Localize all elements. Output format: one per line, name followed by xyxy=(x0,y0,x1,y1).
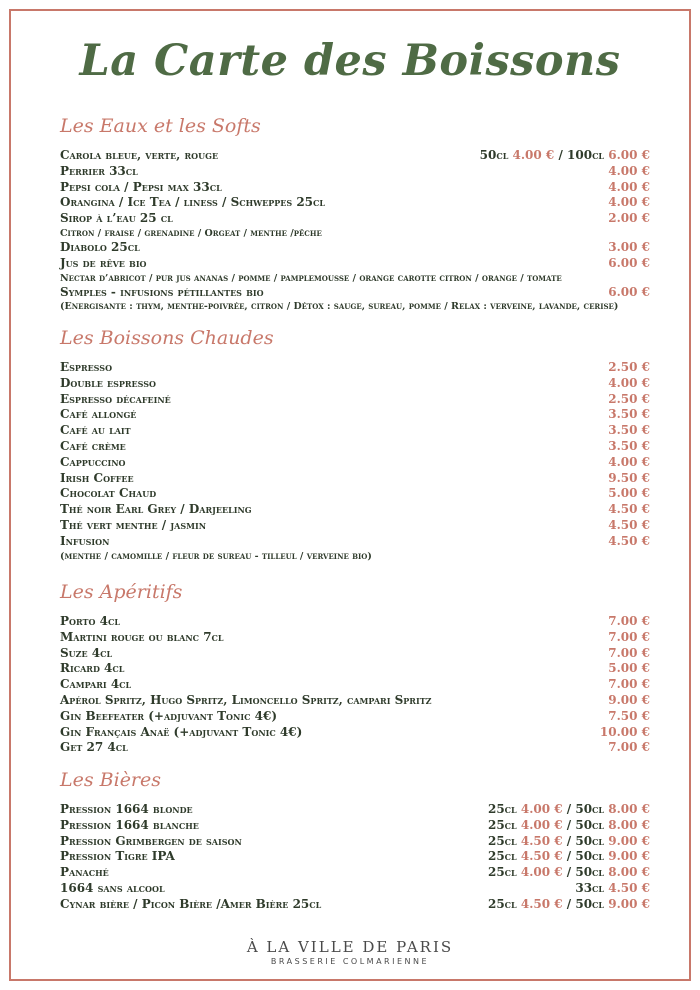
menu-item xyxy=(60,502,650,518)
price-amount: 4.50 € xyxy=(520,896,567,911)
price-amount: 4.00 € xyxy=(512,148,559,162)
item-name: Espresso décafeiné xyxy=(60,391,171,406)
price-amount: 9.00 € xyxy=(608,849,650,864)
item-price xyxy=(608,240,650,256)
item-price xyxy=(488,834,650,850)
items-bieres xyxy=(60,802,650,913)
price-amount: 7.00 € xyxy=(608,614,650,628)
item-price xyxy=(608,534,650,550)
item-name: Ricard 4cl xyxy=(60,661,125,676)
item-name: Espresso xyxy=(60,360,113,374)
item-price xyxy=(575,881,650,897)
item-name: Pression 1664 blonde xyxy=(60,802,193,816)
menu-item xyxy=(60,693,650,709)
menu-item xyxy=(60,534,650,550)
price-volume: / 50cl xyxy=(566,865,609,880)
item-price xyxy=(608,195,650,211)
item-name: Panaché xyxy=(60,865,109,880)
item-price xyxy=(608,423,650,439)
item-name: Orangina / Ice Tea / liness / Schweppes 25cl xyxy=(60,195,326,210)
items-softs xyxy=(60,148,650,313)
item-price xyxy=(608,661,650,677)
section-bieres xyxy=(60,768,650,913)
items-aperitifs xyxy=(60,614,650,756)
price-volume: 25cl xyxy=(487,833,521,848)
price-volume: / 50cl xyxy=(566,833,609,848)
price-volume: / 50cl xyxy=(566,817,609,832)
price-amount: 9.50 € xyxy=(608,470,650,485)
item-price xyxy=(608,471,650,487)
menu-item xyxy=(60,211,650,227)
item-name: Perrier 33cl xyxy=(60,163,138,178)
price-volume: 25cl xyxy=(487,849,521,864)
item-description: (menthe / camomille / fleur de sureau - tilleul / verveine bio) xyxy=(60,550,372,562)
menu-item xyxy=(60,195,650,211)
item-name: Carola bleue, verte, rouge xyxy=(60,148,219,162)
item-name: Suze 4cl xyxy=(60,645,113,660)
price-amount: 7.00 € xyxy=(608,629,650,644)
price-volume: 25cl xyxy=(487,865,521,880)
menu-item xyxy=(60,376,650,392)
price-volume: / 50cl xyxy=(566,896,609,911)
item-price xyxy=(608,256,650,272)
price-amount: 4.00 € xyxy=(520,817,567,832)
price-amount: 3.50 € xyxy=(608,423,650,438)
price-amount: 2.00 € xyxy=(608,211,650,226)
item-price xyxy=(608,392,650,408)
item-price xyxy=(608,360,650,376)
price-amount: 4.00 € xyxy=(520,802,567,816)
item-price xyxy=(608,693,650,709)
item-name: 1664 sans alcool xyxy=(60,880,165,895)
brand-tagline: BRASSERIE COLMARIENNE xyxy=(270,957,430,966)
item-price xyxy=(488,818,650,834)
item-name: Pression Grimbergen de saison xyxy=(60,833,242,848)
item-description: Nectar d’abricot / pur jus ananas / pomme / pamplemousse / orange carotte citron / orange / tomate xyxy=(60,272,562,284)
menu-item xyxy=(60,148,650,164)
menu-item xyxy=(60,865,650,881)
item-name: Sirop à l’eau 25 cl xyxy=(60,211,173,226)
menu-item xyxy=(60,180,650,196)
price-volume: 25cl xyxy=(487,802,521,816)
price-amount: 5.00 € xyxy=(608,661,650,676)
item-name: Double espresso xyxy=(60,375,156,390)
item-price xyxy=(608,376,650,392)
price-amount: 9.00 € xyxy=(608,692,650,707)
item-price xyxy=(608,677,650,693)
price-amount: 4.00 € xyxy=(608,179,650,194)
price-amount: 8.00 € xyxy=(608,865,650,880)
item-description: (Energisante : thym, menthe-poivrée, citron / Détox : sauge, sureau, pomme / Relax : verveine, lavande, cerise) xyxy=(60,301,619,313)
item-price xyxy=(608,455,650,471)
price-amount: 10.00 € xyxy=(599,724,650,739)
menu-item xyxy=(60,240,650,256)
price-amount: 3.00 € xyxy=(608,239,650,254)
section-title-chaudes: Les Boissons Chaudes xyxy=(60,327,274,349)
item-price xyxy=(488,849,650,865)
menu-item xyxy=(60,518,650,534)
item-price xyxy=(608,709,650,725)
item-price xyxy=(608,180,650,196)
menu-item xyxy=(60,818,650,834)
menu-item xyxy=(60,709,650,725)
item-name: Apérol Spritz, Hugo Spritz, Limoncello Spritz, campari Spritz xyxy=(60,692,432,707)
price-amount: 4.00 € xyxy=(608,454,650,469)
menu-item xyxy=(60,646,650,662)
price-amount: 4.50 € xyxy=(520,833,567,848)
menu-item xyxy=(60,407,650,423)
menu-item xyxy=(60,256,650,272)
item-price xyxy=(480,148,650,164)
price-amount: 4.50 € xyxy=(608,880,650,895)
item-name: Get 27 4cl xyxy=(60,740,128,755)
menu-item xyxy=(60,423,650,439)
menu-item xyxy=(60,802,650,818)
menu-item xyxy=(60,486,650,502)
item-price xyxy=(608,646,650,662)
price-amount: 5.00 € xyxy=(608,486,650,501)
price-volume: 33cl xyxy=(575,880,609,895)
price-amount: 9.00 € xyxy=(608,833,650,848)
item-name: Campari 4cl xyxy=(60,677,132,692)
item-price xyxy=(608,439,650,455)
price-amount: 3.50 € xyxy=(608,407,650,422)
item-price xyxy=(608,614,650,630)
menu-item xyxy=(60,392,650,408)
footer xyxy=(0,938,700,966)
price-amount: 4.50 € xyxy=(520,849,567,864)
price-amount: 7.00 € xyxy=(608,740,650,755)
menu-item xyxy=(60,897,650,913)
price-amount: 4.00 € xyxy=(608,375,650,390)
item-name: Café allongé xyxy=(60,407,137,422)
price-volume: / 50cl xyxy=(566,849,609,864)
price-amount: 8.00 € xyxy=(608,802,650,816)
price-amount: 4.50 € xyxy=(608,502,650,517)
items-chaudes xyxy=(60,360,650,563)
price-amount: 4.00 € xyxy=(520,865,567,880)
item-price xyxy=(608,486,650,502)
item-price xyxy=(608,285,650,301)
item-name: Pression Tigre IPA xyxy=(60,849,175,864)
item-name: Irish Coffee xyxy=(60,470,134,485)
menu-item xyxy=(60,614,650,630)
item-price xyxy=(608,407,650,423)
menu-title: La Carte des Boissons xyxy=(79,36,621,86)
price-volume: / 100cl xyxy=(558,148,609,162)
price-volume: / 50cl xyxy=(566,802,609,816)
section-title-bieres: Les Bières xyxy=(60,769,162,791)
item-name: Martini rouge ou blanc 7cl xyxy=(60,629,224,644)
price-amount: 4.00 € xyxy=(608,195,650,210)
item-name: Cynar bière / Picon Bière /Amer Bière 25cl xyxy=(60,896,322,911)
price-amount: 3.50 € xyxy=(608,438,650,453)
menu-item xyxy=(60,471,650,487)
item-price xyxy=(488,897,650,913)
menu-item xyxy=(60,455,650,471)
item-price xyxy=(488,802,650,818)
item-price xyxy=(600,725,650,741)
menu-item xyxy=(60,439,650,455)
price-amount: 6.00 € xyxy=(608,284,650,299)
item-price xyxy=(608,164,650,180)
brand-name: À LA VILLE DE PARIS xyxy=(246,938,454,956)
section-title-aperitifs: Les Apéritifs xyxy=(60,581,183,603)
item-price xyxy=(608,502,650,518)
price-amount: 2.50 € xyxy=(608,391,650,406)
item-name: Chocolat Chaud xyxy=(60,486,157,501)
item-price xyxy=(608,518,650,534)
item-name: Gin Français Anaë (+adjuvant Tonic 4€) xyxy=(60,724,303,739)
price-amount: 8.00 € xyxy=(608,817,650,832)
price-volume: 25cl xyxy=(487,896,521,911)
menu-item xyxy=(60,360,650,376)
price-volume: 50cl xyxy=(479,148,513,162)
item-description: Citron / fraise / grenadine / Orgeat / menthe /pêche xyxy=(60,227,322,239)
item-name: Thé noir Earl Grey / Darjeeling xyxy=(60,502,252,517)
section-chaudes xyxy=(60,326,650,563)
price-amount: 4.50 € xyxy=(608,517,650,532)
price-amount: 4.00 € xyxy=(608,163,650,178)
price-amount: 7.50 € xyxy=(608,708,650,723)
price-amount: 7.00 € xyxy=(608,645,650,660)
item-name: Gin Beefeater (+adjuvant Tonic 4€) xyxy=(60,708,277,723)
menu-item xyxy=(60,740,650,756)
item-name: Infusion xyxy=(60,533,110,548)
item-name: Cappuccino xyxy=(60,454,126,469)
menu-item xyxy=(60,285,650,301)
menu-item xyxy=(60,725,650,741)
item-price xyxy=(488,865,650,881)
price-amount: 9.00 € xyxy=(608,896,650,911)
menu-item xyxy=(60,661,650,677)
menu-item xyxy=(60,164,650,180)
item-price xyxy=(608,211,650,227)
price-amount: 2.50 € xyxy=(608,360,650,374)
item-name: Pepsi cola / Pepsi max 33cl xyxy=(60,179,222,194)
menu-item xyxy=(60,630,650,646)
item-name: Porto 4cl xyxy=(60,614,120,628)
menu-item xyxy=(60,834,650,850)
price-amount: 6.00 € xyxy=(608,255,650,270)
item-name: Jus de rêve bio xyxy=(60,255,147,270)
item-name: Pression 1664 blanche xyxy=(60,817,199,832)
menu-item xyxy=(60,677,650,693)
item-name: Diabolo 25cl xyxy=(60,239,140,254)
menu-item xyxy=(60,849,650,865)
item-name: Symples - infusions pétillantes bio xyxy=(60,284,264,299)
menu-item xyxy=(60,881,650,897)
price-volume: 25cl xyxy=(487,817,521,832)
price-amount: 4.50 € xyxy=(608,533,650,548)
item-name: Café au lait xyxy=(60,423,131,438)
section-title-softs: Les Eaux et les Softs xyxy=(60,115,261,137)
price-amount: 7.00 € xyxy=(608,677,650,692)
price-amount: 6.00 € xyxy=(608,148,650,162)
section-aperitifs xyxy=(60,580,650,756)
item-price xyxy=(608,630,650,646)
section-softs xyxy=(60,114,650,313)
item-name: Café crème xyxy=(60,438,126,453)
item-name: Thé vert menthe / jasmin xyxy=(60,517,206,532)
item-price xyxy=(608,740,650,756)
